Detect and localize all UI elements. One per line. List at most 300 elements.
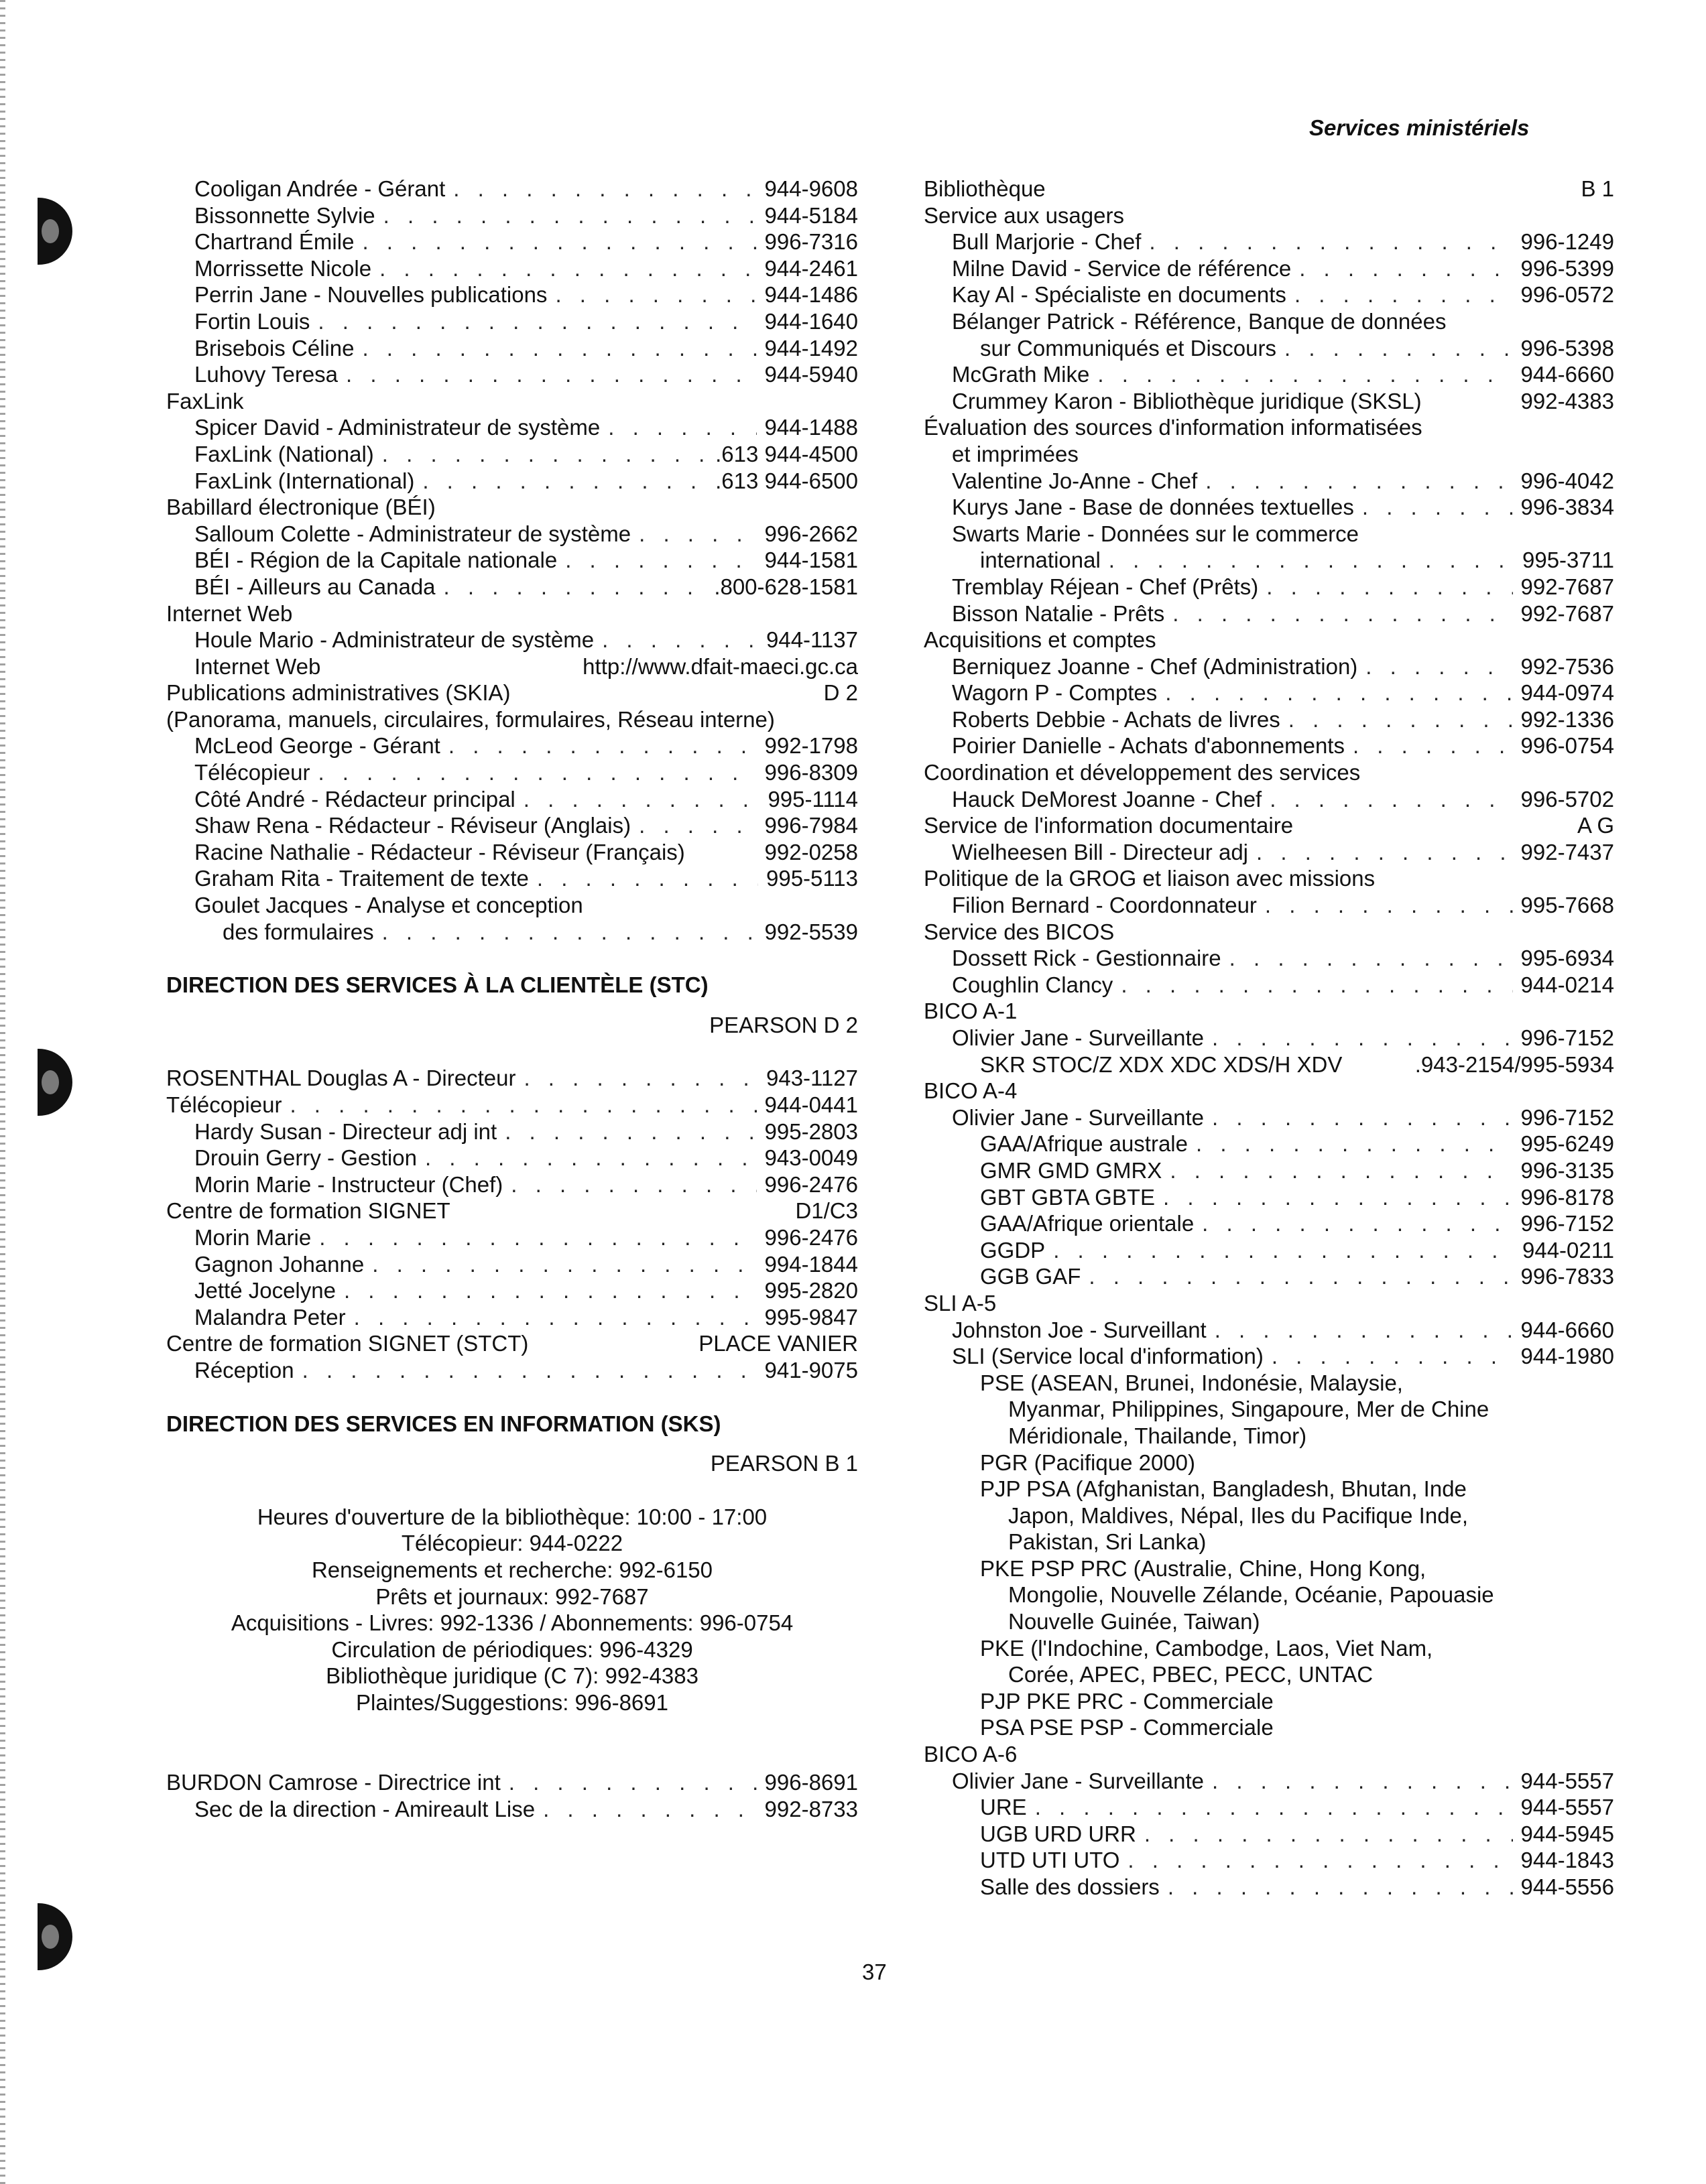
entry-phone: 944-5557 [1520,1768,1614,1793]
binder-hole-bottom [38,1903,72,1970]
dot-leader [608,414,756,441]
dot-leader [344,1277,757,1304]
entry-name: Chartrand Émile [194,229,355,255]
entry-name: Réception [194,1357,294,1383]
section-label: Bélanger Patrick - Référence, Banque de données [952,308,1447,334]
dot-leader [537,865,758,892]
entry-name: Cooligan Andrée - Gérant [194,176,446,201]
entry-name: Valentine Jo-Anne - Chef [952,468,1198,493]
entry-phone: 995-1114 [768,786,858,812]
entry-name: ROSENTHAL Douglas A - Directeur [166,1066,516,1091]
entry-name: FaxLink (National) [194,441,374,466]
entry-name: Internet Web [194,653,321,679]
entry-name: UTD UTI UTO [980,1848,1120,1873]
entry-phone: 944-0211 [1522,1237,1614,1263]
section-label: et imprimées [952,441,1079,466]
entry-name: BÉI - Ailleurs au Canada [194,574,436,599]
section-label: Goulet Jacques - Analyse et conception [194,893,583,918]
entry-name: Centre de formation SIGNET (STCT) [166,1331,529,1356]
entry-phone: 944-0974 [1520,680,1614,706]
section-label: Mongolie, Nouvelle Zélande, Océanie, Papouasie [1008,1582,1494,1608]
dot-leader [1149,229,1512,255]
directory-entry [924,176,1614,202]
entry-name: des formulaires [223,919,374,944]
directory-entry [924,1821,1614,1848]
entry-phone: 944-1843 [1520,1848,1614,1873]
entry-name: Malandra Peter [194,1304,346,1330]
section-label: BICO A-6 [924,1742,1018,1767]
directory-entry [166,865,858,892]
entry-phone: 996-5702 [1520,786,1614,812]
entry-name: Dossett Rick - Gestionnaire [952,946,1221,971]
entry-name: Salle des dossiers [980,1874,1160,1899]
directory-entry [924,1874,1614,1901]
directory-entry [166,361,858,388]
directory-entry [166,229,858,255]
entry-phone: 995-7668 [1520,893,1614,918]
entry-name: Salloum Colette - Administrateur de système [194,521,631,546]
directory-entry [166,1092,858,1118]
entry-phone: .943-2154/995-5934 [1414,1051,1614,1077]
dot-leader [505,1118,756,1145]
directory-entry [924,494,1614,521]
directory-entry [166,441,858,468]
entry-phone: 996-7984 [764,813,858,838]
library-info-line: Télécopieur: 944-0222 [401,1531,623,1556]
entry-name: Hauck DeMorest Joanne - Chef [952,786,1262,812]
entry-phone: 996-7316 [764,229,858,255]
entry-name: Perrin Jane - Nouvelles publications [194,282,548,308]
directory-entry [924,786,1614,813]
section-label: BICO A-4 [924,1078,1018,1104]
entry-name: BURDON Camrose - Directrice int [166,1770,501,1795]
dot-leader [1212,1025,1513,1051]
section-label: Internet Web [166,600,293,626]
entry-name: Bull Marjorie - Chef [952,229,1142,255]
entry-name: Brisebois Céline [194,335,355,361]
entry-name: Jetté Jocelyne [194,1278,336,1303]
directory-entry [924,1768,1614,1795]
dot-leader [1196,1131,1513,1157]
library-info-line: Renseignements et recherche: 992-6150 [311,1557,713,1582]
dot-leader [453,176,756,202]
dot-leader [362,229,756,255]
dot-leader [1165,680,1512,706]
entry-name: Tremblay Réjean - Chef (Prêts) [952,574,1259,599]
entry-name: Milne David - Service de référence [952,255,1292,281]
dot-leader [383,202,757,229]
directory-entry [924,706,1614,733]
directory-entry [924,335,1614,362]
entry-phone: 996-5398 [1520,335,1614,361]
directory-entry [924,1210,1614,1237]
dot-leader [1172,600,1512,627]
right-column [924,176,1614,1901]
entry-phone: 995-3711 [1522,548,1614,573]
dot-leader [382,441,707,468]
dot-leader [511,1171,756,1198]
entry-phone: 944-6660 [1520,1317,1614,1342]
library-info-line: Acquisitions - Livres: 992-1336 / Abonnements: 996-0754 [231,1610,794,1636]
section-label: PGR (Pacifique 2000) [980,1450,1195,1475]
directory-entry [924,229,1614,255]
entry-name: GGDP [980,1237,1046,1263]
entry-phone: 996-3834 [1520,495,1614,520]
directory-entry [924,255,1614,282]
dot-leader [1163,1184,1513,1211]
section-label: Swarts Marie - Données sur le commerce [952,521,1359,546]
entry-phone: 944-1640 [764,308,858,334]
entry-phone: 996-0572 [1520,282,1614,308]
entry-phone: 996-3135 [1520,1157,1614,1183]
dot-leader [382,919,757,946]
dot-leader [1128,1847,1512,1874]
directory-entry [924,732,1614,759]
section-label: PSA PSE PSP - Commerciale [980,1715,1274,1740]
section-label: Babillard électronique (BÉI) [166,495,436,520]
entry-phone: 995-6249 [1520,1131,1614,1157]
entry-phone: 944-1980 [1520,1344,1614,1369]
library-info-line: Bibliothèque juridique (C 7): 992-4383 [326,1663,698,1689]
directory-entry [924,1184,1614,1211]
entry-phone: 992-0258 [764,839,858,864]
dot-leader [1170,1157,1512,1184]
entry-name: Bissonnette Sylvie [194,202,375,228]
directory-entry [166,627,858,653]
entry-phone: 996-5399 [1520,255,1614,281]
entry-name: GMR GMD GMRX [980,1157,1162,1183]
directory-entry [166,308,858,335]
entry-name: Morrissette Nicole [194,255,372,281]
dot-leader [1097,361,1512,388]
dot-leader [1089,1263,1512,1290]
entry-name: Télécopieur [166,1092,282,1117]
directory-entry [924,1104,1614,1131]
directory-entry [924,1794,1614,1821]
entry-phone: D 2 [823,680,858,706]
entry-name: URE [980,1795,1027,1820]
entry-name: Spicer David - Administrateur de système [194,415,601,440]
directory-entry [924,1847,1614,1874]
entry-name: Bibliothèque [924,176,1046,201]
library-info-line: Heures d'ouverture de la bibliothèque: 10:00 - 17:00 [257,1504,768,1529]
directory-entry [924,600,1614,627]
entry-phone: 992-1336 [1520,706,1614,732]
directory-entry [166,1357,858,1384]
directory-entry [166,653,858,680]
entry-phone: 944-1137 [766,627,858,653]
entry-phone: 943-0049 [764,1145,858,1171]
entry-name: Publications administratives (SKIA) [166,680,511,706]
division-heading: DIRECTION DES SERVICES EN INFORMATION (SKS) [166,1411,721,1436]
entry-name: Graham Rita - Traitement de texte [194,866,529,891]
entry-phone: 944-0214 [1520,972,1614,997]
directory-entry [166,919,858,946]
entry-name: sur Communiqués et Discours [980,335,1276,361]
entry-phone: D1/C3 [795,1198,858,1224]
dot-leader [639,521,756,548]
directory-entry [924,547,1614,574]
dot-leader [1212,1104,1513,1131]
section-label: Myanmar, Philippines, Singapoure, Mer de Chine [1008,1397,1489,1422]
entry-phone: 996-1249 [1520,229,1614,255]
dot-leader [524,1065,758,1092]
entry-phone: 944-6660 [1520,362,1614,387]
entry-phone: 944-1488 [764,415,858,440]
section-label: Méridionale, Thailande, Timor) [1008,1423,1307,1448]
dot-leader [1053,1237,1514,1264]
directory-entry [166,1145,858,1171]
directory-entry [166,759,858,786]
page-number: 37 [862,1960,887,1984]
dot-leader [318,308,756,335]
dot-leader [1266,574,1512,600]
dot-leader [318,759,756,786]
directory-entry [924,1317,1614,1344]
entry-name: Olivier Jane - Surveillante [952,1768,1204,1793]
dot-leader [1353,732,1513,759]
entry-phone: 944-1581 [764,548,858,573]
building-location: PEARSON B 1 [710,1451,858,1476]
binder-hole-top [38,198,72,265]
entry-phone: B 1 [1581,176,1614,201]
building-location: PEARSON D 2 [709,1012,858,1037]
dot-leader [1284,335,1513,362]
dot-leader [302,1357,757,1384]
directory-entry [924,388,1614,415]
entry-phone: 996-7152 [1520,1025,1614,1050]
dot-leader [1270,786,1512,813]
dot-leader [1121,972,1512,999]
directory-entry [166,812,858,839]
directory-entry [166,574,858,600]
dot-leader [565,547,756,574]
entry-name: Sec de la direction - Amireault Lise [194,1797,536,1822]
dot-leader [1265,892,1513,919]
dot-leader [1035,1794,1513,1821]
dot-leader [1202,1210,1512,1237]
directory-entry [924,1263,1614,1290]
directory-entry [924,1051,1614,1078]
entry-phone: 996-7833 [1520,1264,1614,1289]
scan-edge [0,0,5,2184]
entry-phone: 992-7536 [1520,653,1614,679]
entry-name: GGB GAF [980,1264,1081,1289]
entry-name: GAA/Afrique australe [980,1131,1188,1157]
section-label: PKE PSP PRC (Australie, Chine, Hong Kong, [980,1555,1426,1581]
entry-name: SLI (Service local d'information) [952,1344,1264,1369]
entry-name: Houle Mario - Administrateur de système [194,627,595,653]
entry-name: Crummey Karon - Bibliothèque juridique (SKSL) [952,388,1422,413]
entry-name: BÉI - Région de la Capitale nationale [194,548,558,573]
entry-phone: 995-6934 [1520,946,1614,971]
section-label: Pakistan, Sri Lanka) [1008,1529,1207,1555]
directory-entry [924,1237,1614,1264]
directory-entry [166,547,858,574]
dot-leader [379,255,756,282]
entry-name: Coughlin Clancy [952,972,1113,997]
directory-entry [166,1769,858,1796]
entry-phone: 996-8691 [764,1770,858,1795]
entry-name: Drouin Gerry - Gestion [194,1145,417,1171]
entry-name: Berniquez Joanne - Chef (Administration) [952,653,1358,679]
section-label: PSE (ASEAN, Brunei, Indonésie, Malaysie, [980,1370,1403,1395]
entry-name: Gagnon Johanne [194,1251,365,1277]
section-label: Acquisitions et comptes [924,627,1156,653]
entry-phone: 944-5184 [764,202,858,228]
entry-name: Côté André - Rédacteur principal [194,786,515,812]
dot-leader [1144,1821,1513,1848]
dot-leader [290,1092,756,1118]
entry-phone: 944-2461 [764,255,858,281]
directory-entry [924,1157,1614,1184]
entry-phone: 941-9075 [764,1357,858,1383]
dot-leader [448,732,757,759]
dot-leader [1168,1874,1513,1901]
entry-name: Fortin Louis [194,308,310,334]
directory-entry [924,574,1614,600]
dot-leader [1294,281,1513,308]
section-label: Nouvelle Guinée, Taiwan) [1008,1609,1260,1634]
dot-leader [1362,494,1513,521]
dot-leader [354,1304,757,1331]
entry-phone: 996-8178 [1520,1184,1614,1210]
dot-leader [543,1796,756,1823]
entry-phone: 995-5113 [766,866,858,891]
entry-phone: 996-0754 [1520,733,1614,759]
entry-name: Service de l'information documentaire [924,813,1294,838]
entry-name: SKR STOC/Z XDX XDC XDS/H XDV [980,1051,1343,1077]
section-label: Politique de la GROG et liaison avec missions [924,866,1376,891]
directory-entry [166,521,858,548]
dot-leader [509,1769,757,1796]
library-info-line: Prêts et journaux: 992-7687 [375,1584,649,1609]
entry-phone: 996-7152 [1520,1211,1614,1236]
dot-leader [422,468,707,495]
dot-leader [444,574,707,600]
dot-leader [319,1224,756,1251]
entry-name: Wielheesen Bill - Directeur adj [952,839,1249,864]
entry-name: McLeod George - Gérant [194,733,440,759]
entry-name: Roberts Debbie - Achats de livres [952,706,1280,732]
entry-phone: 992-7687 [1520,574,1614,599]
entry-phone: 994-1844 [764,1251,858,1277]
section-label: Évaluation des sources d'information informatisées [924,415,1422,440]
section-label: (Panorama, manuels, circulaires, formulaires, Réseau interne) [166,706,775,732]
entry-phone: .613 944-6500 [715,468,858,493]
dot-leader [1205,468,1512,495]
dot-leader [1288,706,1513,733]
entry-phone: .613 944-4500 [715,441,858,466]
directory-entry [166,1796,858,1823]
directory-entry [166,1198,858,1224]
entry-name: Filion Bernard - Coordonnateur [952,893,1257,918]
dot-leader [1256,839,1513,866]
entry-name: Bisson Natalie - Prêts [952,600,1165,626]
entry-name: international [980,548,1101,573]
dot-leader [425,1145,757,1171]
dot-leader [524,786,760,813]
entry-phone: 944-0441 [764,1092,858,1117]
page-header: Services ministériels [1309,115,1530,140]
entry-phone: 992-7687 [1520,600,1614,626]
directory-entry [166,1171,858,1198]
entry-phone: 995-2820 [764,1278,858,1303]
dot-leader [1299,255,1512,282]
dot-leader [602,627,758,653]
directory-entry [924,361,1614,388]
entry-name: McGrath Mike [952,362,1090,387]
entry-phone: 943-1127 [766,1066,858,1091]
entry-name: Olivier Jane - Surveillante [952,1104,1204,1130]
directory-entry [166,335,858,362]
dot-leader [639,812,756,839]
directory-entry [924,653,1614,680]
entry-phone: A G [1577,813,1614,838]
directory-entry [166,1224,858,1251]
spacer [166,1742,858,1769]
entry-phone: 944-5557 [1520,1795,1614,1820]
entry-phone: 992-7437 [1520,839,1614,864]
entry-phone: http://www.dfait-maeci.gc.ca [583,653,858,679]
directory-entry [924,1025,1614,1051]
directory-entry [924,281,1614,308]
entry-name: Hardy Susan - Directeur adj int [194,1118,497,1144]
section-label: Corée, APEC, PBEC, PECC, UNTAC [1008,1662,1374,1687]
entry-name: GBT GBTA GBTE [980,1184,1156,1210]
dot-leader [555,281,756,308]
entry-name: Olivier Jane - Surveillante [952,1025,1204,1050]
library-info-line: Circulation de périodiques: 996-4329 [331,1636,693,1662]
directory-entry [166,414,858,441]
section-label: SLI A-5 [924,1290,997,1315]
entry-name: Kurys Jane - Base de données textuelles [952,495,1354,520]
entry-phone: 992-1798 [764,733,858,759]
dot-leader [346,361,756,388]
entry-phone: 995-9847 [764,1304,858,1330]
entry-name: Wagorn P - Comptes [952,680,1158,706]
dot-leader [1212,1768,1513,1795]
entry-phone: 944-5940 [764,362,858,387]
directory-entry [166,732,858,759]
section-label: BICO A-1 [924,999,1018,1024]
dot-leader [1109,547,1514,574]
entry-phone: 996-2662 [764,521,858,546]
entry-phone: 944-1486 [764,282,858,308]
dot-leader [1229,945,1513,972]
directory-entry [924,812,1614,839]
entry-name: Morin Marie - Instructeur (Chef) [194,1171,503,1197]
entry-phone: .800-628-1581 [714,574,858,599]
spacer [166,1716,858,1742]
section-label: PKE (l'Indochine, Cambodge, Laos, Viet Nam, [980,1635,1433,1661]
directory-entry [166,1277,858,1304]
directory-entry [166,1065,858,1092]
entry-name: Luhovy Teresa [194,362,339,387]
directory-entry [166,786,858,813]
directory-entry [924,892,1614,919]
section-label: Japon, Maldives, Népal, Iles du Pacifique Inde, [1008,1502,1469,1528]
directory-entry [166,176,858,202]
dot-leader [1272,1343,1513,1370]
entry-phone: 996-2476 [764,1224,858,1250]
directory-entry [924,1343,1614,1370]
entry-name: UGB URD URR [980,1821,1136,1846]
section-label: Service des BICOS [924,919,1115,944]
directory-entry [166,202,858,229]
section-label: Service aux usagers [924,202,1124,228]
entry-name: Kay Al - Spécialiste en documents [952,282,1286,308]
